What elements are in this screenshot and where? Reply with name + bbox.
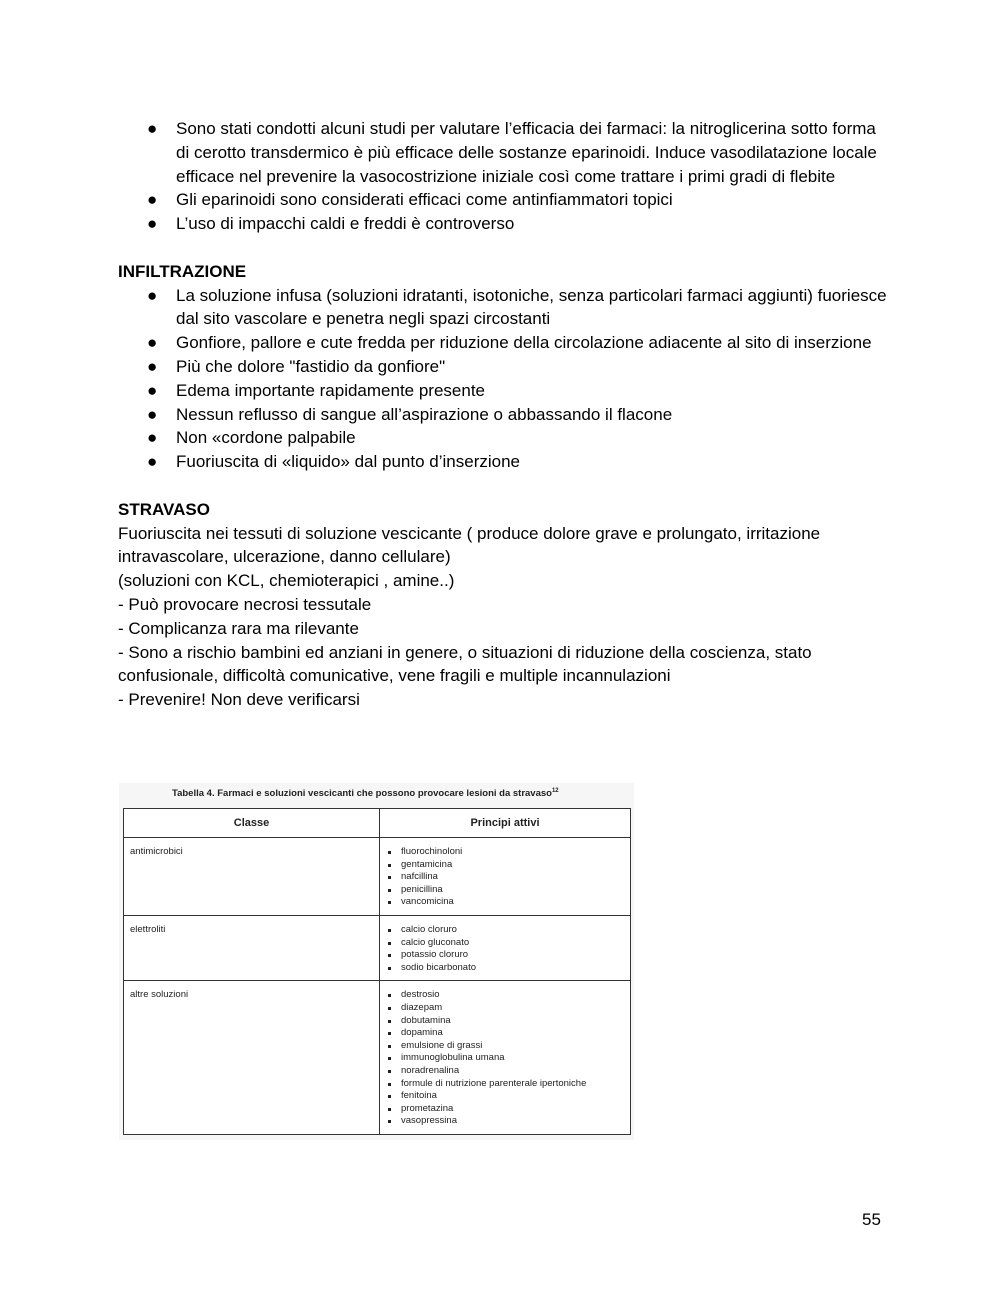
- list-item: destrosio: [388, 989, 624, 1002]
- table-cell-principi: [380, 915, 631, 980]
- square-bullet-icon: [388, 967, 391, 970]
- square-bullet-icon: [388, 1057, 391, 1060]
- square-bullet-icon: [388, 929, 391, 932]
- table-caption: Tabella 4. Farmaci e soluzioni vescicanti che possono provocare lesioni da stravaso$^{12}$: [172, 788, 559, 800]
- list-item: calcio cloruro: [388, 924, 624, 937]
- infiltrazione-bullet-list: [118, 284, 888, 474]
- bullet-icon: ●: [147, 428, 158, 448]
- bullet-icon: ●: [147, 333, 158, 353]
- square-bullet-icon: [388, 864, 391, 867]
- list-item: immunoglobulina umana: [388, 1052, 624, 1065]
- vesicant-table-figure: [119, 783, 634, 1140]
- square-bullet-icon: [388, 1032, 391, 1035]
- stravaso-line: - Prevenire! Non deve verificarsi: [118, 690, 360, 710]
- square-bullet-icon: [388, 1083, 391, 1086]
- stravaso-line: (soluzioni con KCL, chemioterapici , amine..): [118, 571, 455, 591]
- list-item: ● Gli eparinoidi sono considerati efficaci come antinfiammatori topici: [118, 188, 888, 212]
- table-cell-classe: altre soluzioni: [124, 981, 380, 1135]
- stravaso-line: - Complicanza rara ma rilevante: [118, 618, 359, 638]
- table-cell-classe: elettroliti: [124, 915, 380, 980]
- square-bullet-icon: [388, 889, 391, 892]
- table-row: [124, 838, 631, 916]
- list-item: diazepam: [388, 1002, 624, 1015]
- table-cell-classe: antimicrobici: [124, 838, 380, 916]
- list-item: emulsione di grassi: [388, 1040, 624, 1053]
- list-item: gentamicina: [388, 859, 624, 872]
- stravaso-heading: STRAVASO: [118, 499, 210, 519]
- table-cell-principi: [380, 838, 631, 916]
- list-item: noradrenalina: [388, 1065, 624, 1078]
- infiltrazione-heading: INFILTRAZIONE: [118, 261, 247, 281]
- square-bullet-icon: [388, 1070, 391, 1073]
- square-bullet-icon: [388, 851, 391, 854]
- list-item: calcio gluconato: [388, 937, 624, 950]
- list-item: ● Nessun reflusso di sangue all’aspirazione o abbassando il flacone: [118, 403, 888, 427]
- bullet-icon: ●: [147, 380, 158, 400]
- stravaso-line: - Sono a rischio bambini ed anziani in genere, o situazioni di riduzione della coscienza, stato confusionale, difficoltà comunicative, vene fragili e multiple incannulazioni: [118, 642, 812, 686]
- stravaso-line: Fuoriuscita nei tessuti di soluzione vescicante ( produce dolore grave e prolungato, irritazione intravascolare, ulcerazione, danno cellulare): [118, 523, 821, 567]
- table-row: [124, 915, 631, 980]
- stravaso-line: - Può provocare necrosi tessutale: [118, 594, 372, 614]
- page-number: 55: [862, 1210, 881, 1229]
- list-item: formule di nutrizione parenterale ipertoniche: [388, 1078, 624, 1091]
- square-bullet-icon: [388, 1020, 391, 1023]
- square-bullet-icon: [388, 1045, 391, 1048]
- list-item: vasopressina: [388, 1115, 624, 1128]
- list-item: dobutamina: [388, 1015, 624, 1028]
- square-bullet-icon: [388, 994, 391, 997]
- list-item: ● Edema importante rapidamente presente: [118, 379, 888, 403]
- bullet-icon: ●: [147, 356, 158, 376]
- principi-list: [388, 846, 624, 909]
- table-caption-ref: 12: [551, 788, 559, 794]
- list-item: ● Gonfiore, pallore e cute fredda per riduzione della circolazione adiacente al sito di inserzione: [118, 331, 888, 355]
- bullet-icon: ●: [147, 285, 158, 305]
- vesicant-table: [123, 808, 631, 1135]
- list-item: ● L’uso di impacchi caldi e freddi è controverso: [118, 212, 888, 236]
- principi-list: [388, 989, 624, 1128]
- list-item: ● Sono stati condotti alcuni studi per valutare l’efficacia dei farmaci: la nitroglicerina sotto forma di cerotto transdermico è più efficace delle sostanze eparinoidi. Induce vasodilatazione locale efficace nel prevenire la vasocostrizione iniziale così come trattare i primi gradi di flebite: [147, 119, 877, 186]
- square-bullet-icon: [388, 1120, 391, 1123]
- bullet-icon: ●: [147, 452, 158, 472]
- square-bullet-icon: [388, 942, 391, 945]
- intro-bullet-list: [118, 117, 888, 236]
- column-header-classe: Classe: [124, 809, 380, 838]
- list-item: potassio cloruro: [388, 949, 624, 962]
- square-bullet-icon: [388, 1108, 391, 1111]
- bullet-icon: ●: [147, 119, 158, 138]
- page-content: [118, 117, 888, 712]
- bullet-icon: ●: [147, 404, 158, 424]
- square-bullet-icon: [388, 1007, 391, 1010]
- square-bullet-icon: [388, 954, 391, 957]
- list-item: prometazina: [388, 1103, 624, 1116]
- principi-list: [388, 924, 624, 974]
- square-bullet-icon: [388, 1095, 391, 1098]
- table-cell-principi: [380, 981, 631, 1135]
- list-item: fluorochinoloni: [388, 846, 624, 859]
- list-item: ● Fuoriuscita di «liquido» dal punto d’inserzione: [118, 450, 888, 474]
- square-bullet-icon: [388, 876, 391, 879]
- square-bullet-icon: [388, 901, 391, 904]
- table-row: [124, 981, 631, 1135]
- column-header-principi: Principi attivi: [380, 809, 631, 838]
- list-item: ● Più che dolore "fastidio da gonfiore": [118, 355, 888, 379]
- table-header-row: [124, 809, 631, 838]
- bullet-icon: ●: [147, 190, 158, 210]
- list-item: vancomicina: [388, 896, 624, 909]
- bullet-icon: ●: [147, 214, 158, 234]
- list-item: nafcillina: [388, 871, 624, 884]
- list-item: sodio bicarbonato: [388, 962, 624, 975]
- list-item: ● Non «cordone palpabile: [118, 426, 888, 450]
- list-item: fenitoina: [388, 1090, 624, 1103]
- list-item: penicillina: [388, 884, 624, 897]
- list-item: dopamina: [388, 1027, 624, 1040]
- list-item: ● La soluzione infusa (soluzioni idratanti, isotoniche, senza particolari farmaci aggiunti) fuoriesce dal sito vascolare e penetra negli spazi circostanti: [147, 285, 887, 329]
